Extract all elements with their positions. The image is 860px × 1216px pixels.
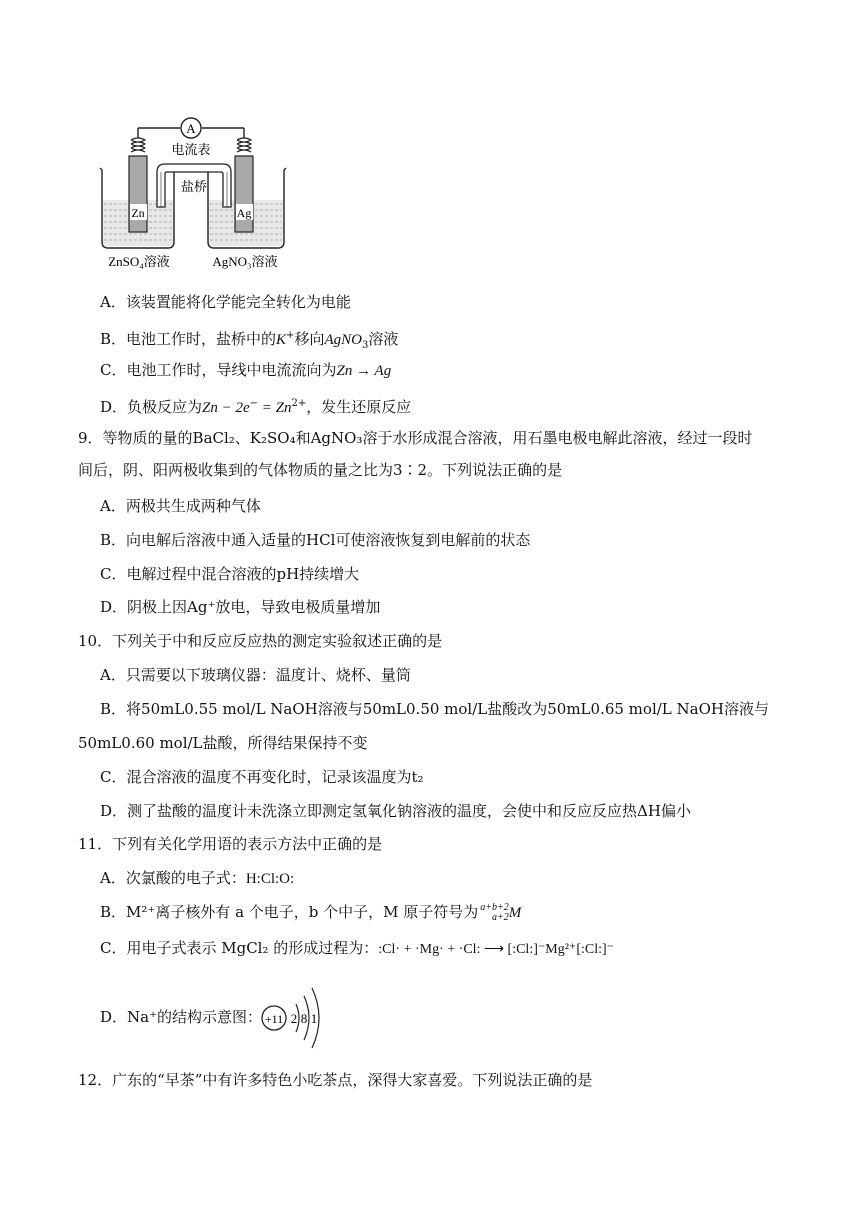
q11-c-prod2: [:Cl:]⁻ [576, 942, 615, 957]
ammeter-symbol: A [186, 121, 196, 136]
q11-b-symbol: M [508, 905, 522, 921]
q10-option-b-line1: B．将50mL0.55 mol/L NaOH溶液与50mL0.50 mol/L盐酸改为50mL0.65 mol/L NaOH溶液与 [100, 700, 769, 718]
q11-c-plus1: + [403, 942, 412, 957]
shell-1-count: 2 [290, 1011, 298, 1026]
q11-c-arrow: ⟶ [483, 942, 505, 957]
q10-option-b-line2: 50mL0.60 mol/L盐酸，所得结果保持不变 [78, 734, 368, 752]
q11-c-cl1: Cl [382, 942, 396, 957]
q8-b-post: 溶液 [368, 330, 399, 348]
q11-b-mass: a+b+2 [480, 902, 509, 913]
q11-c-prod1: [:Cl:]⁻ [507, 942, 546, 957]
q8-b-solution: AgNO [324, 332, 362, 348]
right-solution-label: AgNO₃溶液 [212, 254, 278, 269]
galvanic-cell-figure [95, 112, 300, 272]
q11-option-d: D．Na⁺的结构示意图： [100, 1008, 263, 1026]
q8-c-text: C．电池工作时，导线中电流流向为 [100, 361, 337, 379]
q11-a-text: A．次氯酸的电子式： [100, 869, 246, 887]
q9-option-d: D．阴极上因Ag⁺放电，导致电极质量增加 [100, 598, 381, 616]
q11-option-b [100, 902, 521, 923]
q8-d-post: ，发生还原反应 [306, 398, 412, 416]
nucleus-charge: +11 [264, 1012, 284, 1026]
q10-option-d: D．测了盐酸的温度计未洗涤立即测定氢氧化钠溶液的温度，会使中和反应反应热ΔH偏小 [100, 802, 691, 820]
q8-b-text: B．电池工作时，盐桥中的 [100, 330, 277, 348]
q8-c-expr: Zn → Ag [336, 363, 392, 379]
q9-option-a: A．两极共生成两种气体 [100, 497, 261, 515]
q8-b-ion: K [276, 332, 287, 348]
salt-bridge-label: 盐桥 [180, 179, 208, 194]
q10-option-c: C．混合溶液的温度不再变化时，记录该温度为t₂ [100, 768, 424, 786]
q11-b-atomic: a+2 [492, 912, 509, 923]
na-ion-structure-diagram [258, 976, 338, 1060]
q11-option-c: C．用电子式表示 MgCl₂ 的形成过程为：:Cl· + ·Mg· + ·Cl: ⟶ [:Cl:]⁻Mg²⁺[:Cl:]⁻ [100, 939, 615, 957]
q11-option-a [100, 868, 294, 889]
q9-stem-line2: 间后，阴、阳两极收集到的气体物质的量之比为3∶2。下列说法正确的是 [78, 461, 563, 479]
q8-option-c [100, 360, 391, 381]
q8-d-expr: Zn − 2e [202, 400, 250, 416]
q8-d-text: D．负极反应为 [100, 398, 203, 416]
q8-option-a: A．该装置能将化学能完全转化为电能 [100, 293, 351, 311]
q10-option-a: A．只需要以下玻璃仪器：温度计、烧杯、量筒 [100, 666, 411, 684]
q11-c-text: C．用电子式表示 MgCl₂ 的形成过程为： [100, 939, 379, 957]
left-solution-label: ZnSO₄溶液 [108, 254, 170, 269]
ag-electrode-label: Ag [236, 206, 252, 220]
q11-c-plus2: + [447, 942, 456, 957]
shell-3-count: 1 [310, 1011, 318, 1026]
q11-a-formula: H:Cl:O: [245, 871, 295, 887]
q9-option-c: C．电解过程中混合溶液的pH持续增大 [100, 565, 360, 583]
q11-c-prod-mg: Mg²⁺ [545, 942, 577, 957]
q11-stem: 11．下列有关化学用语的表示方法中正确的是 [78, 835, 383, 853]
q10-stem: 10．下列关于中和反应反应热的测定实验叙述正确的是 [78, 632, 443, 650]
q11-c-mg: Mg [419, 942, 440, 957]
q9-stem-line1: 9．等物质的量的BaCl₂、K₂SO₄和AgNO₃溶于水形成混合溶液，用石墨电极电解此溶液，经过一段时 [78, 429, 753, 447]
q8-option-b: B．电池工作时，盐桥中的K+移向AgNO$_3$溶液 [100, 330, 399, 351]
q8-b-mid: 移向 [294, 330, 325, 348]
q8-option-d: D．负极反应为$Zn - 2e^- = Zn^{2+}$，发生还原反应 [100, 398, 412, 416]
q11-c-cl2: Cl [463, 942, 477, 957]
q11-b-text: B．M²⁺离子核外有 a 个电子，b 个中子，M 原子符号为 [100, 903, 479, 921]
q9-option-b: B．向电解后溶液中通入适量的HCl可使溶液恢复到电解前的状态 [100, 531, 531, 549]
shell-2-count: 8 [300, 1011, 308, 1026]
q8-d-eq: = Zn [258, 400, 292, 416]
ammeter-label: 电流表 [171, 142, 211, 157]
q12-stem: 12．广东的“早茶”中有许多特色小吃茶点，深得大家喜爱。下列说法正确的是 [78, 1071, 593, 1089]
zn-electrode-label: Zn [131, 206, 145, 220]
